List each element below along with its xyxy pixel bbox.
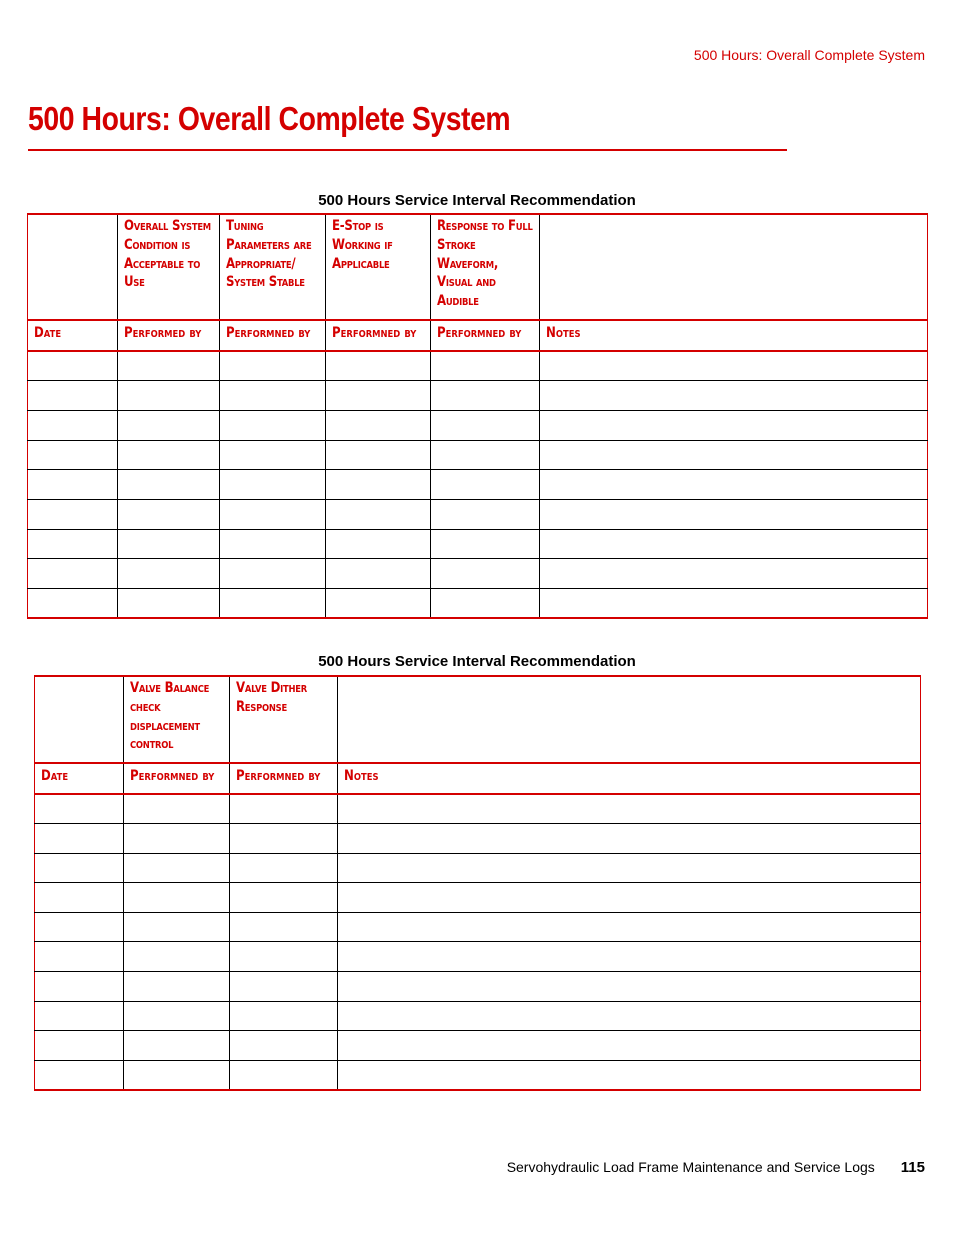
log-entry-cell[interactable]: [230, 794, 338, 824]
log-entry-cell[interactable]: [338, 794, 921, 824]
log-entry-cell[interactable]: [338, 942, 921, 972]
title-rule: [28, 149, 787, 151]
log-entry-cell[interactable]: [230, 1060, 338, 1090]
log-entry-cell[interactable]: [338, 1001, 921, 1031]
log-entry-cell[interactable]: [230, 1031, 338, 1061]
log-entry-row: [28, 470, 928, 500]
log-entry-cell[interactable]: [35, 942, 124, 972]
log-entry-cell[interactable]: [124, 1031, 230, 1061]
log-entry-row: [35, 972, 921, 1002]
log-entry-cell[interactable]: [124, 942, 230, 972]
log-entry-row: [35, 1001, 921, 1031]
log-entry-row: [35, 1031, 921, 1061]
log-entry-cell[interactable]: [124, 1060, 230, 1090]
header-cell-blank: [338, 676, 921, 763]
log-entry-cell[interactable]: [540, 410, 928, 440]
log-entry-cell[interactable]: [230, 1001, 338, 1031]
log-entry-cell[interactable]: [431, 559, 540, 589]
log-entry-cell[interactable]: [338, 912, 921, 942]
log-entry-cell[interactable]: [124, 972, 230, 1002]
log-entry-cell[interactable]: [326, 499, 431, 529]
log-entry-cell[interactable]: [540, 351, 928, 381]
label-notes: Notes: [338, 763, 921, 794]
header-valve-balance: Valve Balance check displacement control: [124, 676, 230, 763]
log-entry-cell[interactable]: [28, 381, 118, 411]
label-date: Date: [35, 763, 124, 794]
log-entry-cell[interactable]: [326, 470, 431, 500]
log-entry-cell[interactable]: [338, 972, 921, 1002]
log-entry-cell[interactable]: [540, 470, 928, 500]
log-entry-cell[interactable]: [124, 912, 230, 942]
log-entry-row: [28, 410, 928, 440]
page-number: 115: [900, 1159, 925, 1176]
log-entry-cell[interactable]: [28, 410, 118, 440]
log-entry-cell[interactable]: [431, 470, 540, 500]
log-entry-cell[interactable]: [220, 499, 326, 529]
log-entry-cell[interactable]: [118, 381, 220, 411]
log-entry-cell[interactable]: [28, 440, 118, 470]
label-performed-by: Performned by: [220, 320, 326, 351]
log-entry-cell[interactable]: [220, 351, 326, 381]
log-entry-cell[interactable]: [124, 794, 230, 824]
log-entry-cell[interactable]: [118, 470, 220, 500]
label-notes: Notes: [540, 320, 928, 351]
log-entry-row: [28, 351, 928, 381]
header-response-full-stroke: Response to Full Stroke Waveform, Visual and Audible: [431, 214, 540, 320]
table2-caption: 500 Hours Service Interval Recommendation: [318, 653, 636, 670]
label-date: Date: [28, 320, 118, 351]
log-entry-cell[interactable]: [326, 529, 431, 559]
label-performed-by: Performned by: [326, 320, 431, 351]
log-entry-cell[interactable]: [35, 824, 124, 854]
log-entry-cell[interactable]: [431, 440, 540, 470]
log-entry-cell[interactable]: [124, 853, 230, 883]
log-entry-cell[interactable]: [124, 1001, 230, 1031]
log-entry-cell[interactable]: [431, 410, 540, 440]
log-entry-cell[interactable]: [35, 1001, 124, 1031]
log-entry-cell[interactable]: [326, 440, 431, 470]
label-performed-by: Performned by: [124, 763, 230, 794]
log-entry-row: [28, 499, 928, 529]
log-entry-cell[interactable]: [220, 529, 326, 559]
log-entry-cell[interactable]: [118, 559, 220, 589]
log-entry-cell[interactable]: [431, 499, 540, 529]
log-entry-cell[interactable]: [35, 1031, 124, 1061]
footer-doc-title: Servohydraulic Load Frame Maintenance and Service Logs: [506, 1159, 875, 1175]
log-entry-cell[interactable]: [220, 410, 326, 440]
page-footer: [507, 1159, 925, 1176]
header-tuning-parameters: Tuning Parameters are Appropriate/ System Stable: [220, 214, 326, 320]
log-entry-cell[interactable]: [338, 824, 921, 854]
log-entry-cell[interactable]: [220, 381, 326, 411]
log-entry-cell[interactable]: [338, 883, 921, 913]
log-entry-cell[interactable]: [338, 1031, 921, 1061]
log-entry-cell[interactable]: [431, 381, 540, 411]
table1-caption: 500 Hours Service Interval Recommendation: [318, 192, 636, 209]
log-entry-cell[interactable]: [124, 883, 230, 913]
log-entry-cell[interactable]: [338, 1060, 921, 1090]
log-entry-cell[interactable]: [118, 440, 220, 470]
log-entry-cell[interactable]: [124, 824, 230, 854]
log-entry-cell[interactable]: [35, 883, 124, 913]
log-entry-row: [28, 589, 928, 619]
log-entry-cell[interactable]: [230, 972, 338, 1002]
header-valve-dither: Valve Dither Response: [230, 676, 338, 763]
log-entry-row: [35, 824, 921, 854]
log-entry-cell[interactable]: [540, 559, 928, 589]
log-entry-cell[interactable]: [326, 410, 431, 440]
log-entry-cell[interactable]: [118, 351, 220, 381]
log-entry-cell[interactable]: [326, 589, 431, 619]
log-entry-cell[interactable]: [220, 559, 326, 589]
log-entry-cell[interactable]: [118, 529, 220, 559]
log-entry-cell[interactable]: [230, 912, 338, 942]
log-entry-cell[interactable]: [118, 410, 220, 440]
log-entry-row: [28, 440, 928, 470]
log-entry-row: [35, 883, 921, 913]
log-entry-cell[interactable]: [326, 381, 431, 411]
running-head: 500 Hours: Overall Complete System: [693, 47, 925, 63]
log-entry-cell[interactable]: [431, 529, 540, 559]
label-performed-by: Performed by: [118, 320, 220, 351]
log-entry-cell[interactable]: [35, 1060, 124, 1090]
log-entry-cell[interactable]: [326, 351, 431, 381]
log-entry-cell[interactable]: [230, 853, 338, 883]
log-entry-cell[interactable]: [540, 381, 928, 411]
log-entry-row: [35, 794, 921, 824]
label-performed-by: Performned by: [431, 320, 540, 351]
log-entry-row: [35, 853, 921, 883]
log-entry-cell[interactable]: [540, 440, 928, 470]
log-entry-cell[interactable]: [28, 499, 118, 529]
log-entry-row: [35, 912, 921, 942]
log-entry-cell[interactable]: [35, 794, 124, 824]
log-entry-cell[interactable]: [28, 559, 118, 589]
log-entry-cell[interactable]: [230, 883, 338, 913]
header-estop: E-Stop is Working if Applicable: [326, 214, 431, 320]
log-entry-cell[interactable]: [540, 529, 928, 559]
log-entry-cell[interactable]: [118, 499, 220, 529]
log-entry-cell[interactable]: [431, 589, 540, 619]
log-entry-cell[interactable]: [431, 351, 540, 381]
log-entry-row: [28, 529, 928, 559]
log-entry-cell[interactable]: [230, 824, 338, 854]
header-overall-system-condition: Overall System Condition is Acceptable to Use: [118, 214, 220, 320]
log-entry-cell[interactable]: [540, 499, 928, 529]
log-entry-cell[interactable]: [35, 912, 124, 942]
log-entry-cell[interactable]: [28, 470, 118, 500]
log-entry-cell[interactable]: [220, 589, 326, 619]
log-entry-cell[interactable]: [326, 559, 431, 589]
log-entry-cell[interactable]: [28, 351, 118, 381]
service-log-table-1: [27, 213, 928, 619]
log-entry-cell[interactable]: [338, 853, 921, 883]
service-log-table-2: [34, 675, 921, 1091]
log-entry-cell[interactable]: [35, 972, 124, 1002]
header-cell-blank: [540, 214, 928, 320]
log-entry-row: [28, 559, 928, 589]
log-entry-row: [28, 381, 928, 411]
page-title: 500 Hours: Overall Complete System: [28, 100, 511, 137]
log-entry-cell[interactable]: [230, 942, 338, 972]
log-entry-cell[interactable]: [220, 470, 326, 500]
log-entry-cell[interactable]: [35, 853, 124, 883]
header-cell-blank: [28, 214, 118, 320]
log-entry-cell[interactable]: [28, 589, 118, 619]
header-cell-blank: [35, 676, 124, 763]
log-entry-cell[interactable]: [28, 529, 118, 559]
log-entry-row: [35, 1060, 921, 1090]
label-performed-by: Performned by: [230, 763, 338, 794]
log-entry-cell[interactable]: [220, 440, 326, 470]
log-entry-cell[interactable]: [540, 589, 928, 619]
log-entry-cell[interactable]: [118, 589, 220, 619]
log-entry-row: [35, 942, 921, 972]
